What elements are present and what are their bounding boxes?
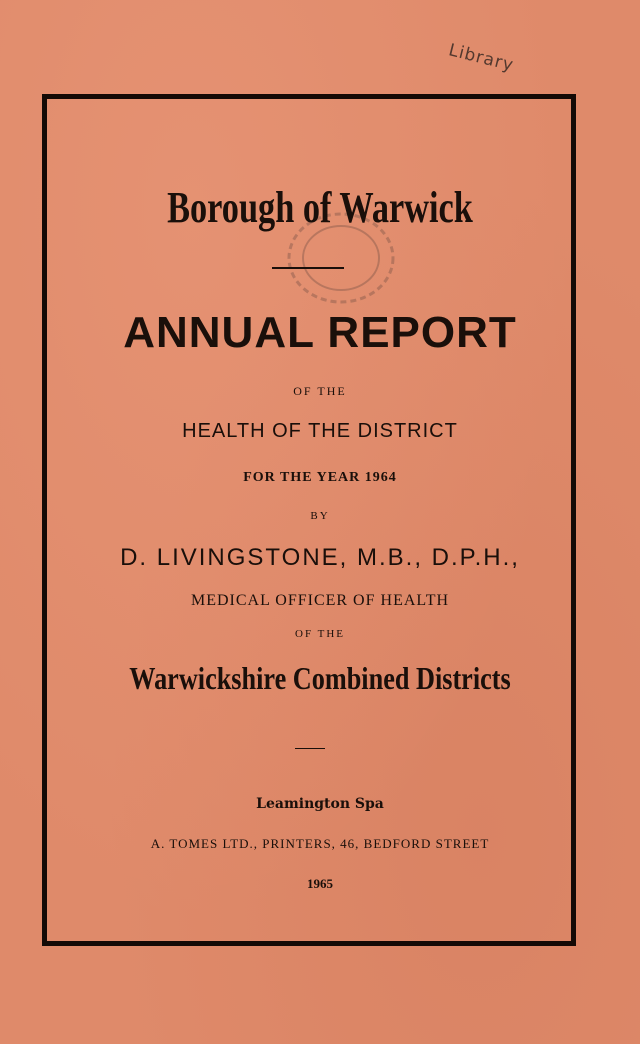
handwritten-library-note: Library — [446, 40, 516, 76]
author-name: D. LIVINGSTONE, M.B., D.P.H., — [120, 544, 520, 571]
of-the-text-2: OF THE — [295, 628, 345, 640]
districts-title: Warwickshire Combined Districts — [129, 660, 511, 696]
footer-divider — [295, 748, 325, 749]
report-title: ANNUAL REPORT — [123, 308, 517, 357]
print-year: 1965 — [307, 876, 333, 891]
borough-title: Borough of Warwick — [167, 183, 473, 232]
of-the-text: OF THE — [293, 384, 347, 398]
author-role: MEDICAL OFFICER OF HEALTH — [190, 592, 450, 609]
report-period: FOR THE YEAR 1964 — [243, 470, 397, 485]
report-subject: HEALTH OF THE DISTRICT — [182, 420, 458, 442]
title-divider — [272, 267, 344, 269]
printer-line: A. TOMES LTD., PRINTERS, 46, BEDFORD STREET — [150, 836, 490, 851]
by-text: BY — [310, 510, 330, 522]
publication-place: Leamington Spa — [256, 796, 384, 812]
